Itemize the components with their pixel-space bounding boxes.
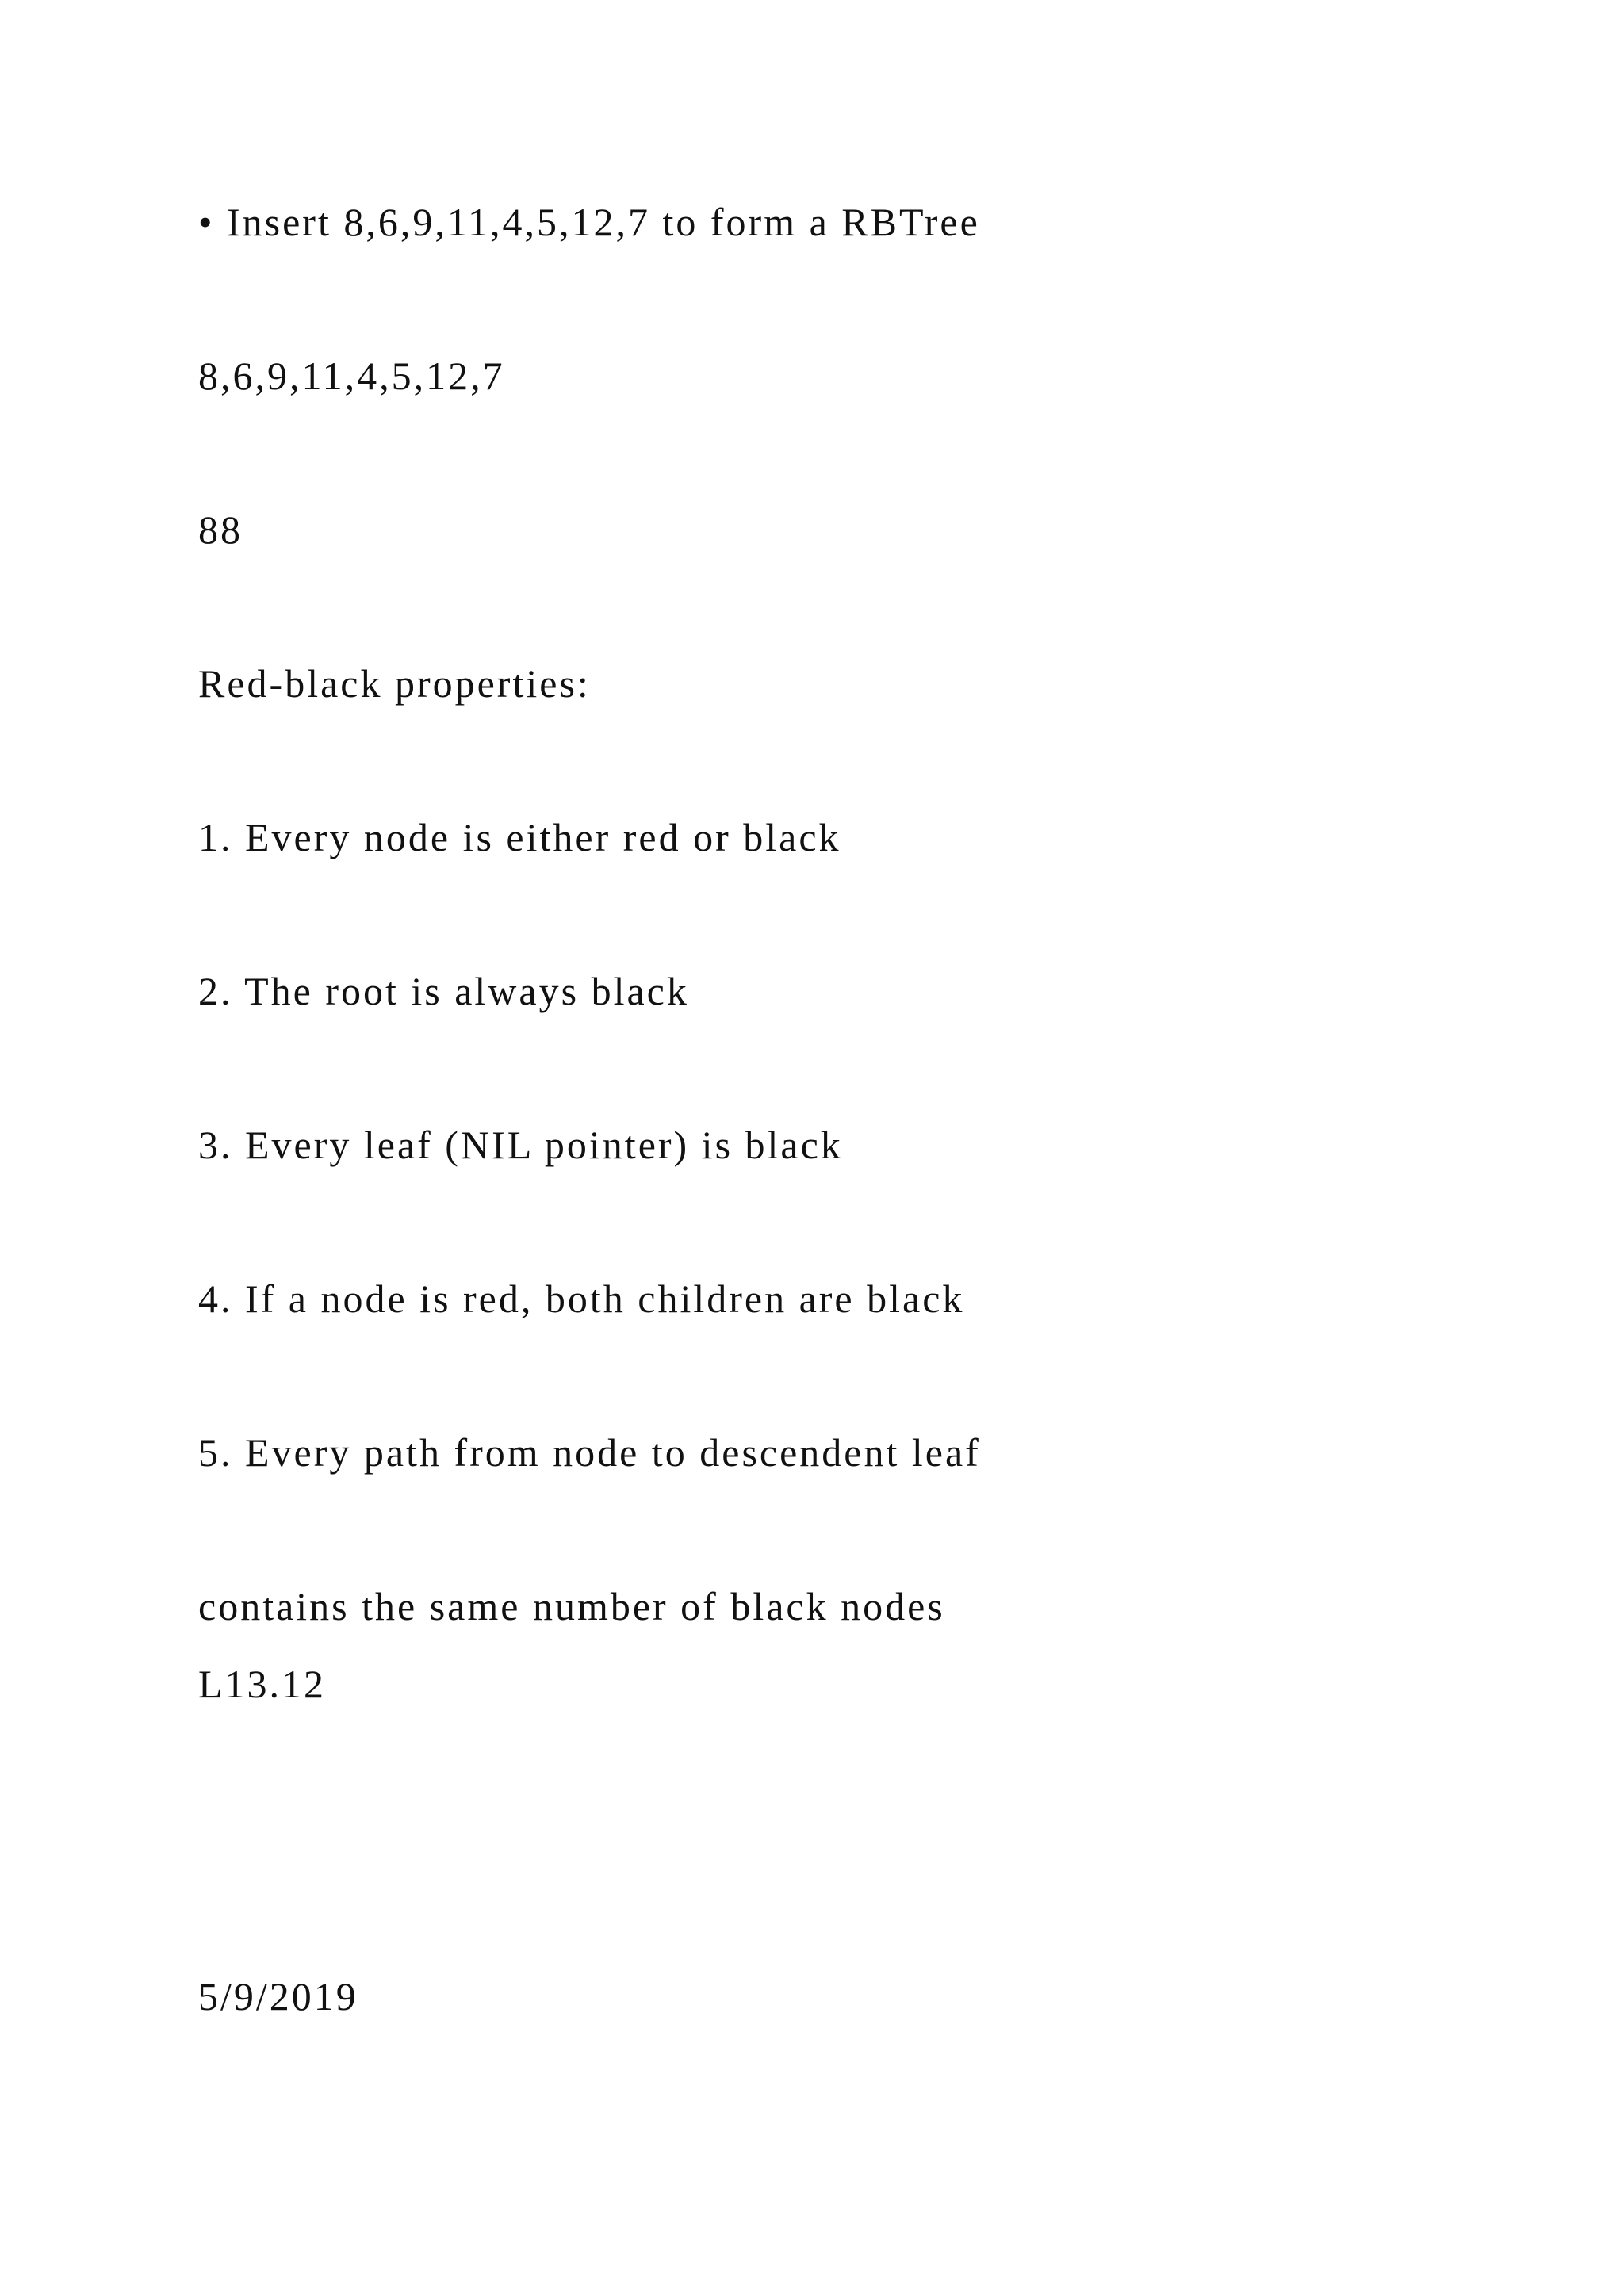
slide-number: L13.12 — [198, 1662, 327, 1706]
properties-heading: Red-black properties: — [198, 661, 591, 706]
property-5: 5. Every path from node to descendent leaf — [198, 1430, 981, 1475]
key-sequence: 8,6,9,11,4,5,12,7 — [198, 354, 505, 398]
date-text: 5/9/2019 — [198, 1974, 358, 2019]
property-2: 2. The root is always black — [198, 969, 689, 1013]
slide-fragment-text: 88 — [198, 507, 243, 552]
property-1: 1. Every node is either red or black — [198, 815, 841, 859]
property-3: 3. Every leaf (NIL pointer) is black — [198, 1123, 843, 1167]
insert-instruction: • Insert 8,6,9,11,4,5,12,7 to form a RBTree — [198, 200, 980, 244]
property-5-continuation: contains the same number of black nodes — [198, 1584, 945, 1628]
property-4: 4. If a node is red, both children are black — [198, 1276, 965, 1321]
